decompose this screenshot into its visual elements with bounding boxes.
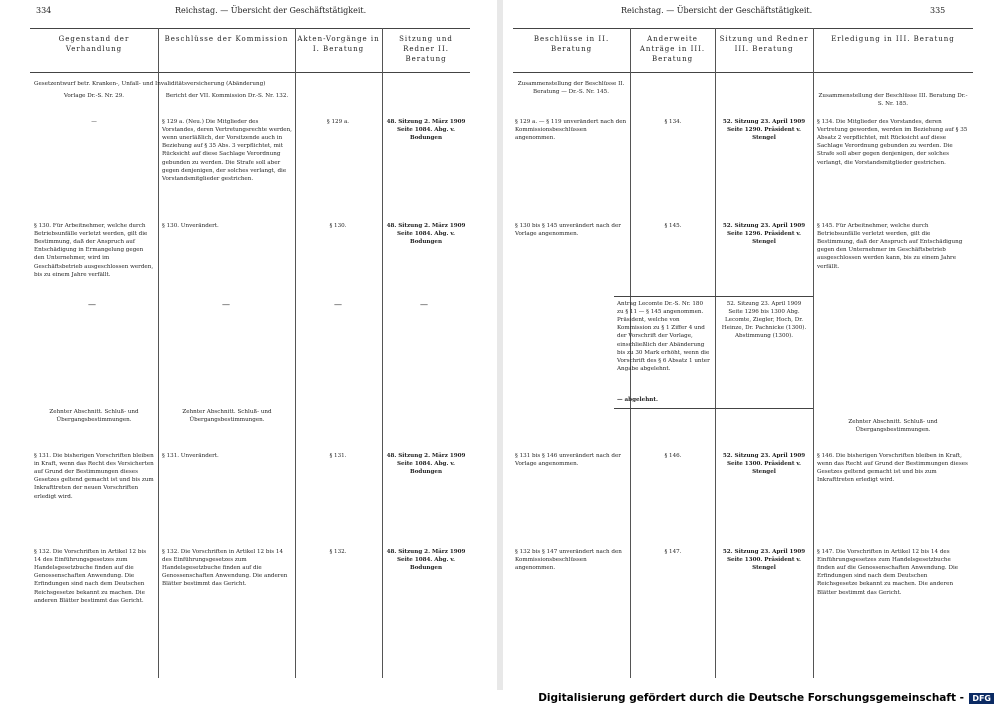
- row4-beschluss-2: § 132 bis § 147 unverändert nach den Kommissionsbeschlüssen angenommen.: [515, 549, 622, 572]
- col-header-sitzung-3: Sitzung und Redner III. Beratung: [719, 35, 809, 54]
- row4-kommission: § 132. Die Vorschriften in Artikel 12 bis 14 des Einführungsgesetzes zum Handelsgesetzbuche finden auf die Genossenschaften Anwendung. Die anderen Blätter bestimmt das Gericht.: [162, 549, 288, 588]
- antrag-bottom-rule: [614, 408, 813, 409]
- row4-sitzung: 48. Sitzung 2. März 1909 Seite 1084. Abg. v. Bodungen: [386, 549, 466, 572]
- footer-credit: Digitalisierung gefördert durch die Deutsche Forschungsgemeinschaft -: [538, 692, 964, 704]
- row2-sitzung-3: 52. Sitzung 23. April 1909 Seite 1296. Präsident v. Stengel: [722, 223, 806, 246]
- footer: [0, 690, 1000, 710]
- row4-gegenstand: § 132. Die Vorschriften in Artikel 12 bis 14 des Einführungsgesetzes zum Handelsgesetzbuche finden auf die Genossenschaften Anwendung. Die Erfindungen sind nach dem Deutschen Reichsgesetze bekannt zu machen. Die anderen Blätter bestimmt das Gericht.: [34, 549, 147, 604]
- header-bottom-rule: [30, 72, 470, 73]
- row4-sitzung-3: 52. Sitzung 23. April 1909 Seite 1300. Präsident v. Stengel: [722, 549, 806, 572]
- row1-erledigung-3: § 134. Die Mitglieder des Vorstandes, deren Vertretung geworden, werden im Beziehung auf § 35 Absatz 2 verpflichtet, mit Rücksicht auf diese Sachlage Verordnung gebunden zu werden. Die Strafe soll aber gegen denjenigen, der solches verlangt, die Vorstandsmitglieder gestrichen.: [817, 119, 968, 166]
- column-divider: [813, 28, 814, 678]
- zusammenstellung-3: Zusammenstellung der Beschlüsse III. Beratung Dr.-S. Nr. 185.: [818, 93, 968, 108]
- row3-erledigung-3: § 146. Die bisherigen Vorschriften bleiben in Kraft, wenn das Recht auf Grund der Bestimmungen dieses Gesetzes geltend gemacht ist und bis zum Inkrafttreten erledigt wird.: [817, 453, 968, 484]
- left-running-head: Reichstag. — Übersicht der Geschäftstätigkeit.: [175, 6, 367, 15]
- empty-dash: —: [88, 300, 96, 309]
- row3-kommission: § 131. Unverändert.: [162, 453, 219, 459]
- row1-antrag-3: § 134.: [664, 119, 682, 125]
- section-title: Gesetzentwurf betr. Kranken-, Unfall- und Invaliditätsversicherung (Abänderung): [34, 81, 266, 87]
- section-heading-c: Zehnter Abschnitt. Schluß- und Übergangsbestimmungen.: [848, 419, 938, 434]
- row4-erledigung-3: § 147. Die Vorschriften in Artikel 12 bis 14 des Einführungsgesetzes zum Handelsgesetzbuche finden auf die Genossenschaften Anwendung. Die Erfindungen sind nach dem Deutschen Reichsgesetze bekannt zu machen. Die anderen Blätter bestimmt das Gericht.: [817, 549, 959, 596]
- section-heading-a: Zehnter Abschnitt. Schluß- und Übergangsbestimmungen.: [49, 409, 139, 424]
- column-divider: [382, 28, 383, 678]
- row3-sitzung: 48. Sitzung 2. März 1909 Seite 1084. Abg. v. Bodungen: [386, 453, 466, 476]
- empty-dash: —: [334, 300, 342, 309]
- col-header-beschluesse-2: Beschlüsse in II. Beratung: [533, 35, 610, 54]
- col-header-beratung-1: Akten-Vorgänge in I. Beratung: [297, 35, 380, 54]
- row2-kommission: § 130. Unverändert.: [162, 223, 219, 229]
- row1-gegenstand: —: [91, 119, 97, 125]
- row4-antrag-3: § 147.: [664, 549, 682, 555]
- empty-dash: —: [420, 300, 428, 309]
- dfg-logo: DFG: [969, 693, 994, 704]
- row4-beratung: § 132.: [329, 549, 347, 555]
- section-heading-b: Zehnter Abschnitt. Schluß- und Übergangsbestimmungen.: [182, 409, 272, 424]
- empty-dash: —: [222, 300, 230, 309]
- row1-sitzung: 48. Sitzung 2. März 1909 Seite 1084. Abg. v. Bodungen: [386, 119, 466, 142]
- left-page-number: 334: [36, 6, 52, 15]
- row2-beschluss-2: § 130 bis § 145 unverändert nach der Vorlage angenommen.: [515, 223, 621, 238]
- right-page-number: 335: [930, 6, 946, 15]
- row3-sitzung-3: 52. Sitzung 23. April 1909 Seite 1300. Präsident v. Stengel: [722, 453, 806, 476]
- row1-beschluss-2: § 129 a. — § 119 unverändert nach den Kommissionsbeschlüssen angenommen.: [515, 119, 627, 142]
- vorlage-ref: Vorlage Dr.-S. Nr. 29.: [63, 93, 125, 99]
- antrag-sitzung: 52. Sitzung 23. April 1909 Seite 1296 bis 1300 Abg. Lecomte, Ziegler, Hoch, Dr. Heinze, Dr. Pachnicke (1300). Abstimmung (1300).: [721, 301, 807, 340]
- col-header-sitzung-2: Sitzung und Redner II. Beratung: [399, 35, 453, 64]
- row1-sitzung-3: 52. Sitzung 23. April 1909 Seite 1290. Präsident v. Stengel: [722, 119, 806, 142]
- kommission-ref: Bericht der VII. Kommission Dr.-S. Nr. 132.: [165, 93, 289, 99]
- column-divider: [295, 28, 296, 678]
- row2-beratung: § 130.: [329, 223, 347, 229]
- row3-antrag-3: § 146.: [664, 453, 682, 459]
- row2-antrag-3: § 145.: [664, 223, 682, 229]
- row1-kommission: § 129 a. (Neu.) Die Mitglieder des Vorstandes, deren Vertretungsrechte werden, wenn unerläßlich, der Vorsitzende auch in Beziehung auf § 35 Abs. 3 verpflichtet, mit Rücksicht auf diese Sachlage Verordnung gebunden zu werden. Die Strafe soll aber gegen denjenigen, der solches verlangt, die Vorstandsmitglieder gestrichen.: [162, 119, 292, 182]
- column-divider: [158, 28, 159, 678]
- column-divider: [715, 28, 716, 678]
- antrag-text: Antrag Lecomte Dr.-S. Nr. 180 zu § 11 — § 145 angenommen. Präsident, welche von Kommission zu § 1 Ziffer 4 und der Vorschrift der Vorlage, einschließlich der Abänderung bis zu 30 Mark erhöht, wenn die Vorschrift des § 6 Absatz 1 unter Angabe abgelehnt.: [617, 301, 710, 372]
- right-page: [503, 0, 1000, 690]
- header-bottom-rule: [513, 72, 973, 73]
- zusammenstellung-2: Zusammenstellung der Beschlüsse II. Beratung — Dr.-S. Nr. 145.: [517, 81, 625, 96]
- row3-gegenstand: § 131. Die bisherigen Vorschriften bleiben in Kraft, wenn das Recht des Versicherten auf Grund der Bestimmungen dieses Gesetzes geltend gemacht ist und bis zum Inkrafttreten der neuen Vorschriften erledigt wird.: [34, 453, 154, 500]
- row3-beratung: § 131.: [329, 453, 347, 459]
- row2-sitzung: 48. Sitzung 2. März 1909 Seite 1084. Abg. v. Bodungen: [386, 223, 466, 246]
- row2-gegenstand: § 130. Für Arbeitnehmer, welche durch Betriebsunfälle verletzt werden, gilt die Bestimmung, daß der Anspruch auf Entschädigung in Ermangelung gegen den Unternehmer, wird im Geschäftsbetrieb ausgeschlossen werden, bis zu einem Jahre verfällt.: [34, 223, 154, 278]
- antrag-top-rule: [614, 296, 813, 297]
- col-header-antraege-3: Anderweite Anträge in III. Beratung: [639, 35, 706, 64]
- col-header-gegenstand: Gegenstand der Verhandlung: [58, 35, 130, 54]
- row3-beschluss-2: § 131 bis § 146 unverändert nach der Vorlage angenommen.: [515, 453, 621, 468]
- col-header-erledigung-3: Erledigung in III. Beratung: [831, 35, 955, 43]
- antrag-status: — abgelehnt.: [617, 397, 658, 403]
- col-header-kommission: Beschlüsse der Kommission: [164, 35, 289, 43]
- right-running-head: Reichstag. — Übersicht der Geschäftstätigkeit.: [621, 6, 813, 15]
- header-top-rule: [30, 28, 470, 29]
- row2-erledigung-3: § 145. Für Arbeitnehmer, welche durch Betriebsunfälle verletzt werden, gilt die Bestimmung, daß der Anspruch auf Entschädigung gegen den Unternehmer im Geschäftsbetrieb ausgeschlossen werden kann, bis zu einem Jahre verfällt.: [817, 223, 963, 270]
- row1-beratung: § 129 a.: [326, 119, 350, 125]
- left-page: [0, 0, 497, 690]
- header-top-rule: [513, 28, 973, 29]
